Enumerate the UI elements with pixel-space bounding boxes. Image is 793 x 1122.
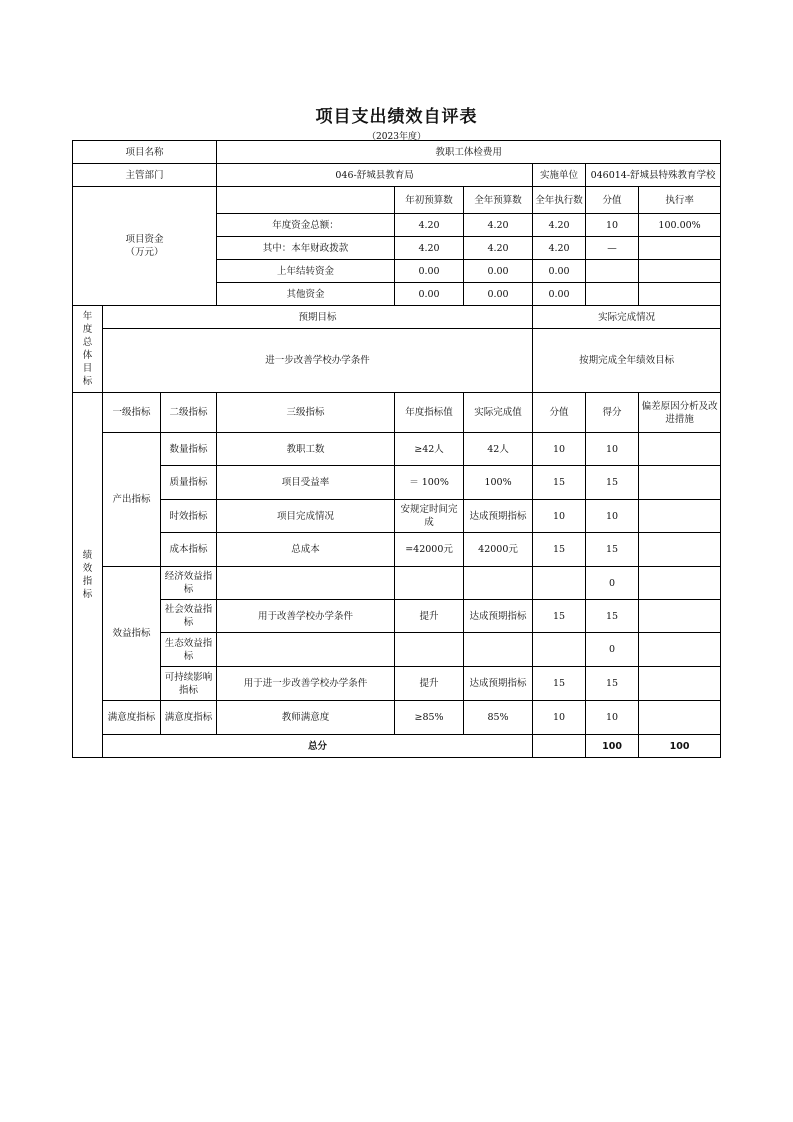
dept-value: 046-舒城县教育局 <box>217 164 533 187</box>
goals-header-row <box>73 306 721 329</box>
indicator-target: 安规定时间完成 <box>395 500 464 533</box>
dept-label: 主管部门 <box>73 164 217 187</box>
funds-header-row <box>73 187 721 214</box>
indicator-score: 10 <box>586 500 639 533</box>
funds-row-score-value <box>586 260 639 283</box>
indicator-third: 项目受益率 <box>217 466 395 500</box>
indicator-note <box>639 600 721 633</box>
funds-row-label: 年度资金总额： <box>217 214 395 237</box>
indicator-target: ≥42人 <box>395 433 464 466</box>
indicator-row <box>73 633 721 667</box>
funds-header-executed: 全年执行数 <box>533 187 586 214</box>
funds-label-line1: 项目资金 <box>125 234 164 245</box>
header-second-level: 二级指标 <box>161 393 217 433</box>
indicator-actual <box>464 567 533 600</box>
indicator-target <box>395 567 464 600</box>
funds-row-label: 其中：本年财政拨款 <box>217 237 395 260</box>
indicator-target: =42000元 <box>395 533 464 567</box>
goals-planned-value: 进一步改善学校办学条件 <box>103 329 533 393</box>
funds-row-rate <box>639 283 721 306</box>
indicator-row <box>73 701 721 735</box>
funds-row-executed: 4.20 <box>533 237 586 260</box>
indicator-row <box>73 600 721 633</box>
total-label: 总分 <box>103 735 533 758</box>
indicator-second: 质量指标 <box>161 466 217 500</box>
goals-actual-label: 实际完成情况 <box>533 306 721 329</box>
total-value: 100 <box>586 735 639 758</box>
funds-row-executed: 0.00 <box>533 283 586 306</box>
indicator-second: 可持续影响指标 <box>161 667 217 701</box>
funds-row-annual: 4.20 <box>464 237 533 260</box>
funds-row-initial: 4.20 <box>395 237 464 260</box>
satisfaction-label: 满意度指标 <box>103 701 161 735</box>
funds-row-annual: 0.00 <box>464 283 533 306</box>
funds-row-rate <box>639 260 721 283</box>
indicator-value: 15 <box>533 533 586 567</box>
indicator-third <box>217 567 395 600</box>
indicator-score: 10 <box>586 701 639 735</box>
indicator-actual: 达成预期指标 <box>464 667 533 701</box>
indicator-value: 15 <box>533 667 586 701</box>
header-actual: 实际完成值 <box>464 393 533 433</box>
project-name-label: 项目名称 <box>73 141 217 164</box>
funds-header-blank <box>217 187 395 214</box>
funds-row-initial: 0.00 <box>395 283 464 306</box>
indicator-note <box>639 567 721 600</box>
indicator-second: 时效指标 <box>161 500 217 533</box>
funds-row-label: 上年结转资金 <box>217 260 395 283</box>
funds-row-annual: 0.00 <box>464 260 533 283</box>
header-score: 得分 <box>586 393 639 433</box>
indicator-target: 提升 <box>395 667 464 701</box>
indicator-third: 总成本 <box>217 533 395 567</box>
indicator-second: 生态效益指标 <box>161 633 217 667</box>
project-name-value: 教职工体检费用 <box>217 141 721 164</box>
indicator-third: 项目完成情况 <box>217 500 395 533</box>
indicator-score: 15 <box>586 533 639 567</box>
indicator-value: 10 <box>533 500 586 533</box>
indicator-actual: 达成预期指标 <box>464 600 533 633</box>
indicator-score: 15 <box>586 600 639 633</box>
indicator-actual: 42000元 <box>464 533 533 567</box>
indicator-header-row <box>73 393 721 433</box>
total-blank <box>533 735 586 758</box>
indicator-second: 数量指标 <box>161 433 217 466</box>
funds-row-executed: 0.00 <box>533 260 586 283</box>
output-label: 产出指标 <box>103 433 161 567</box>
department-row <box>73 164 721 187</box>
indicator-target <box>395 633 464 667</box>
indicators-label: 绩效指标 <box>73 393 103 758</box>
funds-label-line2: （万元） <box>125 247 164 258</box>
indicator-actual <box>464 633 533 667</box>
indicator-second: 成本指标 <box>161 533 217 567</box>
indicator-note <box>639 667 721 701</box>
header-third-level: 三级指标 <box>217 393 395 433</box>
indicator-second: 社会效益指标 <box>161 600 217 633</box>
impl-unit-value: 046014-舒城县特殊教育学校 <box>586 164 721 187</box>
indicator-score: 10 <box>586 433 639 466</box>
funds-row-annual: 4.20 <box>464 214 533 237</box>
indicator-note <box>639 500 721 533</box>
indicator-note <box>639 701 721 735</box>
funds-row-label: 其他资金 <box>217 283 395 306</box>
indicator-row <box>73 433 721 466</box>
indicator-third: 用于进一步改善学校办学条件 <box>217 667 395 701</box>
indicator-value <box>533 567 586 600</box>
indicator-score: 15 <box>586 667 639 701</box>
page-title: 项目支出绩效自评表 <box>315 107 478 127</box>
goals-planned-label: 预期目标 <box>103 306 533 329</box>
total-score: 100 <box>639 735 721 758</box>
indicator-third: 教师满意度 <box>217 701 395 735</box>
funds-label <box>73 187 217 306</box>
indicator-third: 用于改善学校办学条件 <box>217 600 395 633</box>
funds-row-rate <box>639 237 721 260</box>
header-first-level: 一级指标 <box>103 393 161 433</box>
indicator-third: 教职工数 <box>217 433 395 466</box>
indicator-actual: 100% <box>464 466 533 500</box>
total-row <box>73 735 721 758</box>
funds-header-initial: 年初预算数 <box>395 187 464 214</box>
indicator-value: 15 <box>533 600 586 633</box>
indicator-value <box>533 633 586 667</box>
indicator-value: 15 <box>533 466 586 500</box>
funds-row-initial: 0.00 <box>395 260 464 283</box>
indicator-second: 满意度指标 <box>161 701 217 735</box>
header-target: 年度指标值 <box>395 393 464 433</box>
indicator-score: 15 <box>586 466 639 500</box>
benefit-label: 效益指标 <box>103 567 161 701</box>
funds-header-score-value: 分值 <box>586 187 639 214</box>
funds-header-annual: 全年预算数 <box>464 187 533 214</box>
indicator-actual: 85% <box>464 701 533 735</box>
funds-row-executed: 4.20 <box>533 214 586 237</box>
indicator-row <box>73 667 721 701</box>
funds-row-score-value: 10 <box>586 214 639 237</box>
indicator-note <box>639 466 721 500</box>
goals-value-row <box>73 329 721 393</box>
indicator-second: 经济效益指标 <box>161 567 217 600</box>
indicator-row <box>73 567 721 600</box>
indicator-value: 10 <box>533 701 586 735</box>
evaluation-table <box>72 140 721 758</box>
project-name-row <box>73 141 721 164</box>
indicator-score: 0 <box>586 567 639 600</box>
funds-row-initial: 4.20 <box>395 214 464 237</box>
goals-label: 年度总体目标 <box>73 306 103 393</box>
funds-row-rate: 100.00% <box>639 214 721 237</box>
indicator-value: 10 <box>533 433 586 466</box>
funds-header-rate: 执行率 <box>639 187 721 214</box>
indicator-target: 提升 <box>395 600 464 633</box>
indicator-actual: 达成预期指标 <box>464 500 533 533</box>
indicator-note <box>639 533 721 567</box>
header-deviation: 偏差原因分析及改进措施 <box>639 393 721 433</box>
year-label: （2023年度） <box>367 132 426 142</box>
indicator-row <box>73 466 721 500</box>
indicator-row <box>73 533 721 567</box>
indicator-note <box>639 633 721 667</box>
funds-row-score-value <box>586 283 639 306</box>
funds-row-score-value: — <box>586 237 639 260</box>
indicator-note <box>639 433 721 466</box>
impl-unit-label: 实施单位 <box>533 164 586 187</box>
indicator-target: ≥85% <box>395 701 464 735</box>
indicator-target: ＝ 100% <box>395 466 464 500</box>
indicator-third <box>217 633 395 667</box>
indicator-score: 0 <box>586 633 639 667</box>
goals-actual-value: 按期完成全年绩效目标 <box>533 329 721 393</box>
header-value: 分值 <box>533 393 586 433</box>
indicator-actual: 42人 <box>464 433 533 466</box>
indicator-row <box>73 500 721 533</box>
